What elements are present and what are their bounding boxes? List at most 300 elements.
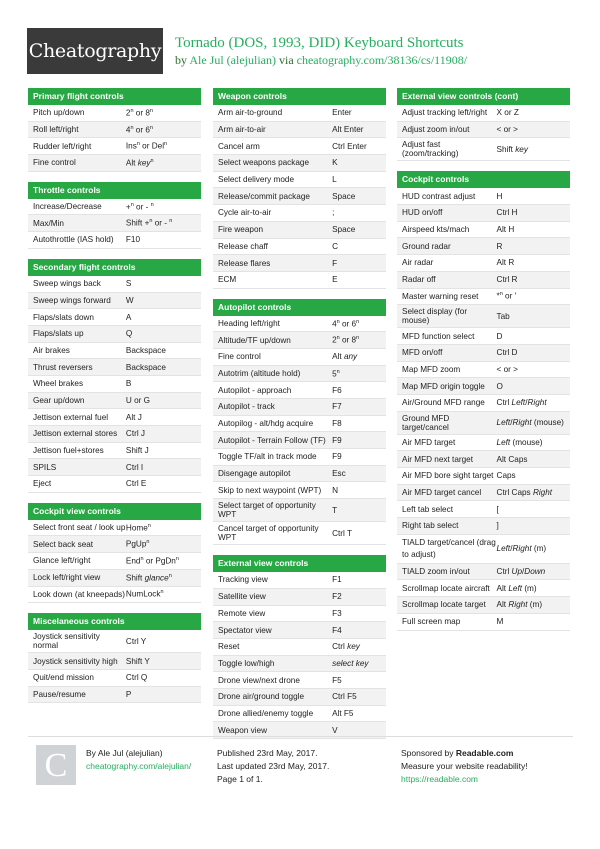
- section-title: Autopilot controls: [213, 299, 386, 316]
- shortcut-key: F9: [332, 452, 342, 462]
- shortcut-key: H: [496, 191, 503, 201]
- shortcut-key: Ctrl Q: [125, 673, 148, 683]
- shortcut-action: Release chaff: [218, 241, 268, 251]
- shortcut-action: Autotrim (altitude hold): [218, 368, 301, 378]
- shortcut-key: M: [496, 617, 504, 627]
- section-cockpit-view-controls: [28, 503, 201, 603]
- shortcut-row: [213, 672, 386, 689]
- shortcut-row: [397, 222, 570, 239]
- shortcut-action: Autopilot - track: [218, 402, 275, 412]
- shortcut-key: K: [332, 158, 338, 168]
- shortcut-action: Eject: [33, 479, 52, 489]
- shortcut-row: [397, 451, 570, 468]
- shortcut-action: Spectator view: [218, 625, 272, 635]
- shortcut-key: F10: [125, 235, 141, 245]
- shortcut-row: [397, 468, 570, 485]
- shortcut-key: Q: [125, 329, 133, 339]
- shortcut-row: [28, 376, 201, 393]
- shortcut-action: Arm air-to-ground: [218, 108, 283, 118]
- shortcut-action: Arm air-to-air: [218, 125, 266, 135]
- shortcut-key: Alt F5: [332, 708, 354, 718]
- shortcut-action: Air brakes: [33, 345, 70, 355]
- shortcut-row: [213, 622, 386, 639]
- shortcut-action: Sweep wings forward: [33, 295, 111, 305]
- shortcut-action: MFD function select: [402, 331, 475, 341]
- shortcut-action: Fine control: [218, 352, 261, 362]
- shortcut-key: P: [125, 689, 132, 699]
- shortcut-row: [213, 122, 386, 139]
- shortcut-key: F1: [332, 575, 342, 585]
- shortcut-row: [397, 328, 570, 345]
- shortcut-key: Ctrl R: [496, 275, 518, 285]
- shortcut-action: Jettison external fuel: [33, 412, 109, 422]
- shortcut-row: [397, 345, 570, 362]
- shortcut-key: End$^n$ or PgDn$^n$: [125, 556, 179, 566]
- shortcut-row: [213, 205, 386, 222]
- section-title: Secondary flight controls: [28, 259, 201, 276]
- page-title: Tornado (DOS, 1993, DID) Keyboard Shortcuts: [175, 35, 464, 51]
- shortcut-row: [397, 255, 570, 272]
- sponsor-label: Sponsored by: [401, 748, 454, 758]
- section-title: Primary flight controls: [28, 88, 201, 105]
- shortcut-row: [213, 382, 386, 399]
- shortcut-key: L: [332, 175, 337, 185]
- section-title: Miscelaneous controls: [28, 613, 201, 630]
- shortcut-row: [397, 501, 570, 518]
- shortcut-action: Disengage autopilot: [218, 469, 291, 479]
- section-title: External view controls (cont): [397, 88, 570, 105]
- shortcut-action: Air/Ground MFD range: [402, 398, 485, 408]
- shortcut-action: Increase/Decrease: [33, 202, 102, 212]
- shortcut-row: [213, 399, 386, 416]
- shortcut-row: [213, 432, 386, 449]
- shortcut-key: Space: [332, 225, 356, 235]
- shortcut-key: ;: [332, 208, 335, 218]
- shortcut-row: [28, 138, 201, 155]
- shortcut-key: Ctrl Left/Right: [496, 398, 547, 408]
- shortcut-row: [28, 326, 201, 343]
- shortcut-key: E: [332, 275, 338, 285]
- shortcut-row: [28, 105, 201, 122]
- shortcut-key: ]: [496, 521, 499, 531]
- shortcut-row: [28, 630, 201, 653]
- shortcut-row: [213, 239, 386, 256]
- page-count: Page 1 of 1.: [217, 774, 263, 784]
- shortcut-row: [28, 570, 201, 587]
- shortcut-action: Joystick sensitivity normal: [33, 632, 100, 651]
- shortcut-action: MFD on/off: [402, 348, 443, 358]
- shortcut-action: Cancel target of opportunity WPT: [218, 524, 319, 543]
- shortcut-action: Joystick sensitivity high: [33, 656, 118, 666]
- shortcut-action: Autothrottle (IAS hold): [33, 235, 114, 245]
- shortcut-key: 4$^n$ or 6$^n$: [332, 318, 360, 329]
- shortcut-row: [397, 485, 570, 502]
- shortcut-key: Ctrl key: [332, 642, 360, 652]
- shortcut-key: select key: [332, 658, 369, 668]
- shortcut-row: [213, 522, 386, 545]
- shortcut-action: Left tab select: [402, 504, 453, 514]
- shortcut-key: Backspace: [125, 362, 166, 372]
- shortcut-action: Select delivery mode: [218, 175, 294, 185]
- shortcut-key: Ctrl E: [125, 479, 147, 489]
- shortcut-row: [28, 553, 201, 570]
- shortcut-action: Fire weapon: [218, 225, 264, 235]
- section-primary-flight-controls: [28, 88, 201, 172]
- shortcut-action: Select weapons package: [218, 158, 310, 168]
- shortcut-key: F7: [332, 402, 342, 412]
- page-header: [27, 28, 573, 78]
- shortcut-row: [397, 564, 570, 581]
- shortcut-action: Look down (at kneepads): [33, 589, 125, 599]
- shortcut-row: [213, 316, 386, 333]
- author-profile-link[interactable]: cheatography.com/alejulian/: [86, 761, 192, 771]
- shortcut-row: [397, 305, 570, 328]
- shortcut-row: [28, 687, 201, 704]
- shortcut-key: O: [496, 381, 503, 391]
- shortcut-key: 5$^n$: [332, 368, 340, 379]
- shortcut-key: F: [332, 258, 338, 268]
- via-label: via: [278, 53, 294, 67]
- shortcut-key: Shift key: [496, 144, 528, 154]
- shortcut-action: TIALD zoom in/out: [402, 567, 470, 577]
- shortcut-key: Alt key$^n$: [125, 158, 154, 168]
- shortcut-action: Toggle TF/alt in track mode: [218, 452, 317, 462]
- shortcut-row: [397, 412, 570, 435]
- shortcut-action: Flaps/slats up: [33, 329, 84, 339]
- shortcut-action: Thrust reversers: [33, 362, 93, 372]
- shortcut-action: Cycle air-to-air: [218, 208, 272, 218]
- footer-author-name: Ale Jul (alejulian): [97, 748, 163, 758]
- shortcut-row: [213, 155, 386, 172]
- shortcut-row: [28, 122, 201, 139]
- shortcut-key: PgUp$^n$: [125, 539, 150, 550]
- published-date: Published 23rd May, 2017.: [217, 748, 318, 758]
- shortcut-row: [28, 426, 201, 443]
- shortcut-key: V: [332, 725, 338, 735]
- shortcut-action: Tracking view: [218, 575, 268, 585]
- shortcut-key: Alt J: [125, 412, 142, 422]
- shortcut-key: D: [496, 331, 503, 341]
- shortcut-row: [213, 466, 386, 483]
- shortcut-row: [213, 222, 386, 239]
- shortcut-row: [397, 138, 570, 161]
- shortcut-key: Ctrl Caps Right: [496, 488, 553, 498]
- section-external-view-controls: [213, 555, 386, 739]
- shortcut-key: Alt H: [496, 225, 515, 235]
- shortcut-action: Adjust tracking left/right: [402, 108, 488, 118]
- shortcut-key: Ctrl Up/Down: [496, 567, 546, 577]
- shortcut-row: [213, 689, 386, 706]
- shortcut-action: Adjust zoom in/out: [402, 125, 470, 135]
- section-title: Cockpit controls: [397, 171, 570, 188]
- shortcut-key: Alt R: [496, 258, 515, 268]
- shortcut-row: [397, 597, 570, 614]
- page-subtitle: [175, 53, 467, 68]
- shortcut-key: Alt Caps: [496, 454, 528, 464]
- shortcut-row: [213, 138, 386, 155]
- shortcut-key: Esc: [332, 469, 346, 479]
- shortcut-key: Ctrl H: [496, 208, 518, 218]
- shortcut-action: Wheel brakes: [33, 379, 84, 389]
- shortcut-key: Alt Right (m): [496, 600, 543, 610]
- shortcut-row: [28, 670, 201, 687]
- shortcut-key: Left (mouse): [496, 437, 543, 447]
- footer-sponsor: [401, 747, 528, 786]
- section-autopilot-controls: [213, 299, 386, 546]
- shortcut-action: Heading left/right: [218, 318, 280, 328]
- shortcut-row: [28, 276, 201, 293]
- shortcut-key: Tab: [496, 311, 510, 321]
- shortcut-action: Autopilot - Terrain Follow (TF): [218, 435, 326, 445]
- shortcut-action: Autopilot - approach: [218, 385, 292, 395]
- shortcut-key: N: [332, 485, 339, 495]
- shortcut-row: [28, 155, 201, 172]
- page-footer: [28, 736, 573, 796]
- shortcut-key: Ctrl T: [332, 528, 352, 538]
- shortcut-key: C: [332, 241, 339, 251]
- section-title: Cockpit view controls: [28, 503, 201, 520]
- author-avatar: C: [36, 745, 76, 785]
- shortcut-action: Quit/end mission: [33, 673, 94, 683]
- shortcut-key: W: [125, 295, 134, 305]
- shortcut-key: +$^n$ or - $^n$: [125, 201, 154, 212]
- shortcut-key: [: [496, 504, 499, 514]
- shortcut-action: Lock left/right view: [33, 573, 101, 583]
- shortcut-action: TIALD target/cancel (drag to adjust): [402, 537, 496, 559]
- shortcut-action: SPILS: [33, 462, 57, 472]
- shortcut-row: [397, 272, 570, 289]
- shortcut-action: ECM: [218, 275, 237, 285]
- shortcut-action: Pitch up/down: [33, 108, 85, 118]
- shortcut-action: Select front seat / look up: [33, 523, 126, 533]
- shortcut-row: [397, 580, 570, 597]
- shortcut-action: HUD on/off: [402, 208, 443, 218]
- shortcut-action: Full screen map: [402, 617, 461, 627]
- shortcut-action: Satellite view: [218, 592, 266, 602]
- shortcut-key: Ctrl D: [496, 348, 518, 358]
- shortcut-action: Remote view: [218, 608, 266, 618]
- shortcut-row: [213, 639, 386, 656]
- shortcut-row: [397, 238, 570, 255]
- shortcut-row: [397, 105, 570, 122]
- section-title: Throttle controls: [28, 182, 201, 199]
- shortcut-key: T: [332, 505, 338, 515]
- shortcut-row: [28, 520, 201, 537]
- shortcut-key: Alt Enter: [332, 125, 364, 135]
- shortcut-row: [213, 188, 386, 205]
- shortcut-key: R: [496, 241, 503, 251]
- shortcut-row: [397, 518, 570, 535]
- sheet-url-link[interactable]: cheatography.com/38136/cs/11908/: [296, 53, 468, 67]
- shortcut-action: Release/commit package: [218, 191, 310, 201]
- shortcut-row: [397, 289, 570, 306]
- shortcut-action: Scrollmap locate aircraft: [402, 583, 490, 593]
- shortcut-row: [397, 614, 570, 631]
- shortcut-key: < or >: [496, 125, 518, 135]
- section-title: External view controls: [213, 555, 386, 572]
- shortcut-action: Cancel arm: [218, 141, 260, 151]
- shortcut-action: Air MFD target: [402, 437, 456, 447]
- shortcut-key: Alt Left (m): [496, 583, 537, 593]
- shortcut-key: F2: [332, 592, 342, 602]
- shortcut-action: Drone view/next drone: [218, 675, 300, 685]
- shortcut-key: Enter: [332, 108, 352, 118]
- shortcut-row: [28, 343, 201, 360]
- shortcut-action: Jettison external stores: [33, 429, 118, 439]
- shortcut-row: [213, 255, 386, 272]
- shortcut-action: Reset: [218, 642, 240, 652]
- shortcut-action: Toggle low/high: [218, 658, 275, 668]
- shortcut-key: Left/Right (m): [496, 543, 547, 553]
- shortcut-row: [213, 332, 386, 349]
- column-3: [397, 88, 570, 641]
- shortcut-action: Map MFD zoom: [402, 364, 461, 374]
- shortcut-action: Map MFD origin toggle: [402, 381, 485, 391]
- section-title: Weapon controls: [213, 88, 386, 105]
- shortcut-action: Sweep wings back: [33, 279, 101, 289]
- shortcut-row: [28, 476, 201, 493]
- shortcut-row: [213, 349, 386, 366]
- footer-author: [86, 747, 191, 773]
- shortcut-key: A: [125, 312, 132, 322]
- shortcut-key: Shift Y: [125, 656, 150, 666]
- shortcut-row: [28, 393, 201, 410]
- section-miscelaneous-controls: [28, 613, 201, 703]
- shortcut-key: Ctrl J: [125, 429, 146, 439]
- shortcut-action: Skip to next waypoint (WPT): [218, 485, 322, 495]
- shortcut-key: Shift J: [125, 446, 149, 456]
- shortcut-action: Right tab select: [402, 521, 459, 531]
- shortcut-key: Alt any: [332, 352, 358, 362]
- shortcut-action: Flaps/slats down: [33, 312, 94, 322]
- shortcut-row: [213, 589, 386, 606]
- shortcut-action: Scrollmap locate target: [402, 600, 486, 610]
- shortcut-key: Space: [332, 191, 356, 201]
- by-label: By: [86, 748, 96, 758]
- cheatography-logo[interactable]: Cheatography: [27, 28, 163, 74]
- updated-date: Last updated 23rd May, 2017.: [217, 761, 330, 771]
- shortcut-key: NumLock$^n$: [125, 589, 164, 600]
- shortcut-action: Roll left/right: [33, 125, 79, 135]
- shortcut-action: Release flares: [218, 258, 271, 268]
- shortcut-key: Caps: [496, 471, 516, 481]
- shortcut-key: U or G: [125, 395, 151, 405]
- shortcut-key: Shift glance$^n$: [125, 572, 172, 583]
- shortcut-action: Air MFD next target: [402, 454, 473, 464]
- shortcut-key: F4: [332, 625, 342, 635]
- shortcut-row: [28, 459, 201, 476]
- shortcut-row: [28, 293, 201, 310]
- shortcut-key: F8: [332, 419, 342, 429]
- section-external-view-controls-cont: [397, 88, 570, 161]
- shortcut-action: Pause/resume: [33, 689, 86, 699]
- shortcut-action: Ground MFD target/cancel: [402, 413, 450, 432]
- column-2: [213, 88, 386, 749]
- shortcut-key: *$^n$ or ': [496, 291, 517, 302]
- shortcut-key: S: [125, 279, 132, 289]
- shortcut-key: F3: [332, 608, 342, 618]
- shortcut-action: Select display (for mouse): [402, 307, 468, 326]
- shortcut-key: X or Z: [496, 108, 519, 118]
- shortcut-row: [397, 122, 570, 139]
- shortcut-action: HUD contrast adjust: [402, 191, 476, 201]
- shortcut-action: Adjust fast (zoom/tracking): [402, 140, 459, 159]
- shortcut-action: Air MFD target cancel: [402, 488, 482, 498]
- shortcut-row: [213, 366, 386, 383]
- shortcut-row: [28, 232, 201, 249]
- shortcut-action: Drone allied/enemy toggle: [218, 708, 314, 718]
- shortcut-row: [397, 362, 570, 379]
- shortcut-key: 4$^n$ or 6$^n$: [125, 124, 153, 135]
- shortcut-action: Air radar: [402, 258, 434, 268]
- shortcut-row: [28, 359, 201, 376]
- shortcut-row: [397, 205, 570, 222]
- shortcut-key: F6: [332, 385, 342, 395]
- shortcut-row: [397, 188, 570, 205]
- shortcut-action: Glance left/right: [33, 556, 91, 566]
- sponsor-tagline: Measure your website readability!: [401, 761, 528, 771]
- shortcut-row: [397, 435, 570, 452]
- shortcut-row: [28, 536, 201, 553]
- shortcut-action: Jettison fuel+stores: [33, 446, 104, 456]
- shortcut-row: [397, 535, 570, 564]
- footer-dates: [217, 747, 329, 786]
- shortcut-action: Ground radar: [402, 241, 451, 251]
- shortcut-action: Fine control: [33, 158, 76, 168]
- shortcut-key: Shift +$^n$ or - $^n$: [125, 218, 173, 229]
- shortcut-action: Select target of opportunity WPT: [218, 501, 316, 520]
- shortcut-row: [28, 443, 201, 460]
- shortcut-action: Radar off: [402, 275, 436, 285]
- author-link[interactable]: Ale Jul (alejulian): [189, 53, 276, 67]
- shortcut-key: Ctrl I: [125, 462, 144, 472]
- shortcut-action: Drone air/ground toggle: [218, 692, 305, 702]
- shortcut-action: Airspeed kts/mach: [402, 225, 470, 235]
- shortcut-row: [213, 572, 386, 589]
- shortcut-key: 2$^n$ or 8$^n$: [332, 335, 360, 345]
- shortcut-row: [213, 272, 386, 289]
- shortcut-action: Select back seat: [33, 539, 94, 549]
- shortcut-key: Ctrl Y: [125, 636, 147, 646]
- sponsor-name[interactable]: Readable.com: [455, 748, 514, 758]
- sponsor-link[interactable]: https://readable.com: [401, 774, 479, 784]
- shortcut-key: < or >: [496, 364, 518, 374]
- shortcut-row: [213, 606, 386, 623]
- shortcut-action: Master warning reset: [402, 291, 479, 301]
- shortcut-row: [213, 416, 386, 433]
- column-1: [28, 88, 201, 713]
- shortcut-row: [213, 482, 386, 499]
- shortcut-action: Air MFD bore sight target: [402, 471, 494, 481]
- shortcut-row: [28, 199, 201, 216]
- shortcut-row: [28, 653, 201, 670]
- shortcut-row: [213, 449, 386, 466]
- section-secondary-flight-controls: [28, 259, 201, 493]
- shortcut-key: Backspace: [125, 345, 166, 355]
- shortcut-row: [28, 409, 201, 426]
- shortcut-row: [397, 378, 570, 395]
- shortcut-row: [28, 215, 201, 232]
- shortcut-row: [397, 395, 570, 412]
- shortcut-action: Gear up/down: [33, 395, 85, 405]
- section-weapon-controls: [213, 88, 386, 289]
- shortcut-key: Ctrl F5: [332, 692, 357, 702]
- section-cockpit-controls: [397, 171, 570, 630]
- shortcut-key: Home$^n$: [125, 522, 151, 533]
- shortcut-key: F9: [332, 435, 342, 445]
- shortcut-key: F5: [332, 675, 342, 685]
- shortcut-action: Altitude/TF up/down: [218, 335, 291, 345]
